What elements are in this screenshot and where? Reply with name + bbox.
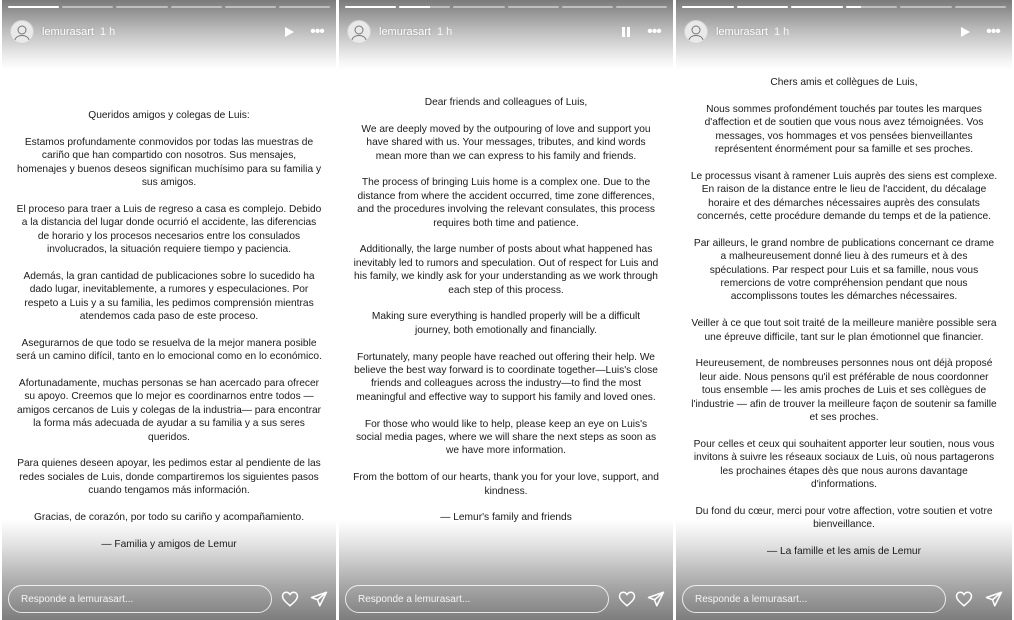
- story-text: [16, 109, 322, 565]
- signature-text: — Lemur's family and friends: [440, 512, 572, 524]
- paragraph-text: Gracias, de corazón, por todo su cariño y acompañamiento.: [33, 512, 305, 524]
- heart-icon[interactable]: [615, 587, 638, 611]
- post-time: 1 h: [773, 26, 790, 38]
- paragraph-text: Heureusement, de nombreuses personnes nous ont déjà proposé leur aide. Nous pensons qu'il est préférable de nous coordonner tous ensemble — les amis proches de Luis et ses collègues de l'industrie — afin de trouver la meilleure façon de soutenir sa famille et ses proches.: [691, 358, 997, 424]
- more-options-icon[interactable]: •••: [310, 23, 324, 40]
- progress-segment: [453, 6, 504, 8]
- pause-icon[interactable]: [615, 21, 637, 43]
- paragraph-text: Asegurarnos de que todo se resuelva de la mejor manera posible será un camino difícil, tanto en lo emocional como en lo económico.: [16, 337, 322, 363]
- progress-segment: [737, 6, 789, 8]
- reply-input[interactable]: Responde a lemurasart...: [345, 585, 609, 613]
- progress-segment: [562, 6, 613, 8]
- paragraph-text: We are deeply moved by the outpouring of love and support you have shared with us. Your messages, tributes, and kind words mean more than we can express to his family and friends.: [361, 123, 651, 162]
- more-options-icon[interactable]: •••: [647, 23, 661, 40]
- send-icon[interactable]: [982, 587, 1006, 611]
- reply-input[interactable]: Responde a lemurasart...: [8, 585, 272, 613]
- username[interactable]: lemurasart: [42, 26, 94, 38]
- send-icon[interactable]: [644, 587, 667, 611]
- paragraph-text: Additionally, the large number of posts about what happened has inevitably led to rumors and speculation. Out of respect for Luis and his family, we kindly ask for your understanding as we work through each step of this process.: [353, 244, 659, 296]
- more-options-icon[interactable]: •••: [986, 23, 1000, 40]
- progress-segment: [116, 6, 167, 8]
- story-progress: [682, 6, 1006, 8]
- progress-segment: [682, 6, 734, 8]
- story-panel-3[interactable]: [676, 0, 1012, 620]
- paragraph-text: Par ailleurs, le grand nombre de publications concernant ce drame a malheureusement donné lieu à des rumeurs et à des spéculations. Par respect pour Luis et sa famille, nous vous remercions de votre compréhension pendant que nous accomplissons toutes les démarches nécessaires.: [693, 237, 995, 303]
- username[interactable]: lemurasart: [379, 26, 431, 38]
- story-footer: [682, 584, 1006, 614]
- heart-icon[interactable]: [952, 587, 976, 611]
- progress-segment: [279, 6, 330, 8]
- progress-segment: [345, 6, 396, 8]
- paragraph-text: Para quienes deseen apoyar, les pedimos estar al pendiente de las redes sociales de Luis, donde compartiremos los siguientes pasos cuando tengamos más información.: [17, 458, 321, 497]
- paragraph-text: Afortunadamente, muchas personas se han acercado para ofrecer su apoyo. Creemos que lo mejor es coordinarnos entre todos —amigos cercanos de Luis y colegas de la industria— para encontrar la forma más adecuada de ayudar a su familia y a sus seres queridos.: [16, 378, 322, 443]
- paragraph-text: Veiller à ce que tout soit traité de la meilleure manière possible sera une épreuve difficile, tant sur le plan émotionnel que financier.: [691, 318, 997, 343]
- story-header: [347, 18, 665, 46]
- greeting-text: Queridos amigos y colegas de Luis:: [88, 110, 250, 121]
- username[interactable]: lemurasart: [716, 26, 768, 38]
- paragraph-text: Nous sommes profondément touchés par toutes les marques d'affection et de soutien que vous nous avez témoignées. Vos messages, vos hommages et vos pensées bienveillantes représentent énormément pour sa famille et ses proches.: [704, 103, 984, 156]
- progress-segment: [225, 6, 276, 8]
- progress-segment: [616, 6, 667, 8]
- progress-segment: [171, 6, 222, 8]
- signature-text: — La famille et les amis de Lemur: [766, 546, 921, 558]
- avatar-icon[interactable]: [684, 20, 708, 44]
- paragraph-text: El proceso para traer a Luis de regreso a casa es complejo. Debido a la distancia del lugar donde ocurrió el accidente, las diferencias de horario y los procesos necesarios entre los consulados involucrados, la situación requiere tiempo y paciencia.: [16, 203, 322, 256]
- story-footer: [8, 584, 330, 614]
- paragraph-text: Pour celles et ceux qui souhaitent apporter leur soutien, nous vous invitons à suivre les réseaux sociaux de Luis, où nous partagerons les prochaines étapes dès que nous aurons davantage d'informations.: [693, 438, 995, 491]
- send-icon[interactable]: [307, 587, 330, 611]
- progress-segment: [791, 6, 843, 8]
- paragraph-text: Estamos profundamente conmovidos por todas las muestras de cariño que han compartido con nosotros. Sus mensajes, homenajes y buenos deseos significan muchísimo para su familia y sus amigos.: [16, 136, 322, 189]
- paragraph-text: The process of bringing Luis home is a complex one. Due to the distance from where the accident occurred, time zone differences, and the procedures involving the relevant consulates, this process requires both time and patience.: [357, 177, 655, 229]
- paragraph-text: Fortunately, many people have reached out offering their help. We believe the best way forward is to coordinate together—Luis's close friends and colleagues across the industry—to find the most meaningful and effective way to support his family and loved ones.: [354, 351, 658, 403]
- story-text: [690, 76, 998, 572]
- signature-text: — Familia y amigos de Lemur: [101, 538, 237, 550]
- progress-segment: [62, 6, 113, 8]
- paragraph-text: Making sure everything is handled properly will be a difficult journey, both emotionally and financially.: [371, 311, 641, 336]
- play-icon[interactable]: [278, 21, 300, 43]
- paragraph-text: From the bottom of our hearts, thank you for your love, support, and kindness.: [353, 472, 659, 497]
- progress-segment: [399, 6, 450, 8]
- avatar-icon[interactable]: [347, 20, 371, 44]
- greeting-text: Dear friends and colleagues of Luis,: [424, 97, 588, 108]
- story-panel-2[interactable]: [339, 0, 673, 620]
- avatar-icon[interactable]: [10, 20, 34, 44]
- progress-segment: [900, 6, 952, 8]
- paragraph-text: Además, la gran cantidad de publicaciones sobre lo sucedido ha dado lugar, inevitablemente, a rumores y especulaciones. Por respeto a Luis y a su familia, les pedimos comprensión mientras atendemos cada paso de este proceso.: [23, 270, 315, 323]
- story-progress: [8, 6, 330, 8]
- paragraph-text: Le processus visant à ramener Luis auprès des siens est complexe. En raison de la distance entre le lieu de l'accident, du décalage horaire et des démarches nécessaires auprès des consulats concernés, cette procédure demande du temps et de la patience.: [690, 170, 998, 223]
- play-icon[interactable]: [954, 21, 976, 43]
- story-text: [353, 96, 659, 538]
- greeting-text: Chers amis et collègues de Luis,: [770, 77, 918, 88]
- heart-icon[interactable]: [278, 587, 301, 611]
- post-time: 1 h: [99, 26, 116, 38]
- story-progress: [345, 6, 667, 8]
- story-footer: [345, 584, 667, 614]
- story-panel-1[interactable]: [2, 0, 336, 620]
- progress-segment: [8, 6, 59, 8]
- progress-segment: [955, 6, 1007, 8]
- story-header: [10, 18, 328, 46]
- story-header: [684, 18, 1004, 46]
- progress-segment: [508, 6, 559, 8]
- paragraph-text: For those who would like to help, please keep an eye on Luis's social media pages, where we will share the next steps as soon as we have more information.: [355, 418, 657, 457]
- paragraph-text: Du fond du cœur, merci pour votre affection, votre soutien et votre bienveillance.: [695, 505, 993, 531]
- progress-segment: [846, 6, 898, 8]
- post-time: 1 h: [436, 26, 453, 38]
- reply-input[interactable]: Responde a lemurasart...: [682, 585, 946, 613]
